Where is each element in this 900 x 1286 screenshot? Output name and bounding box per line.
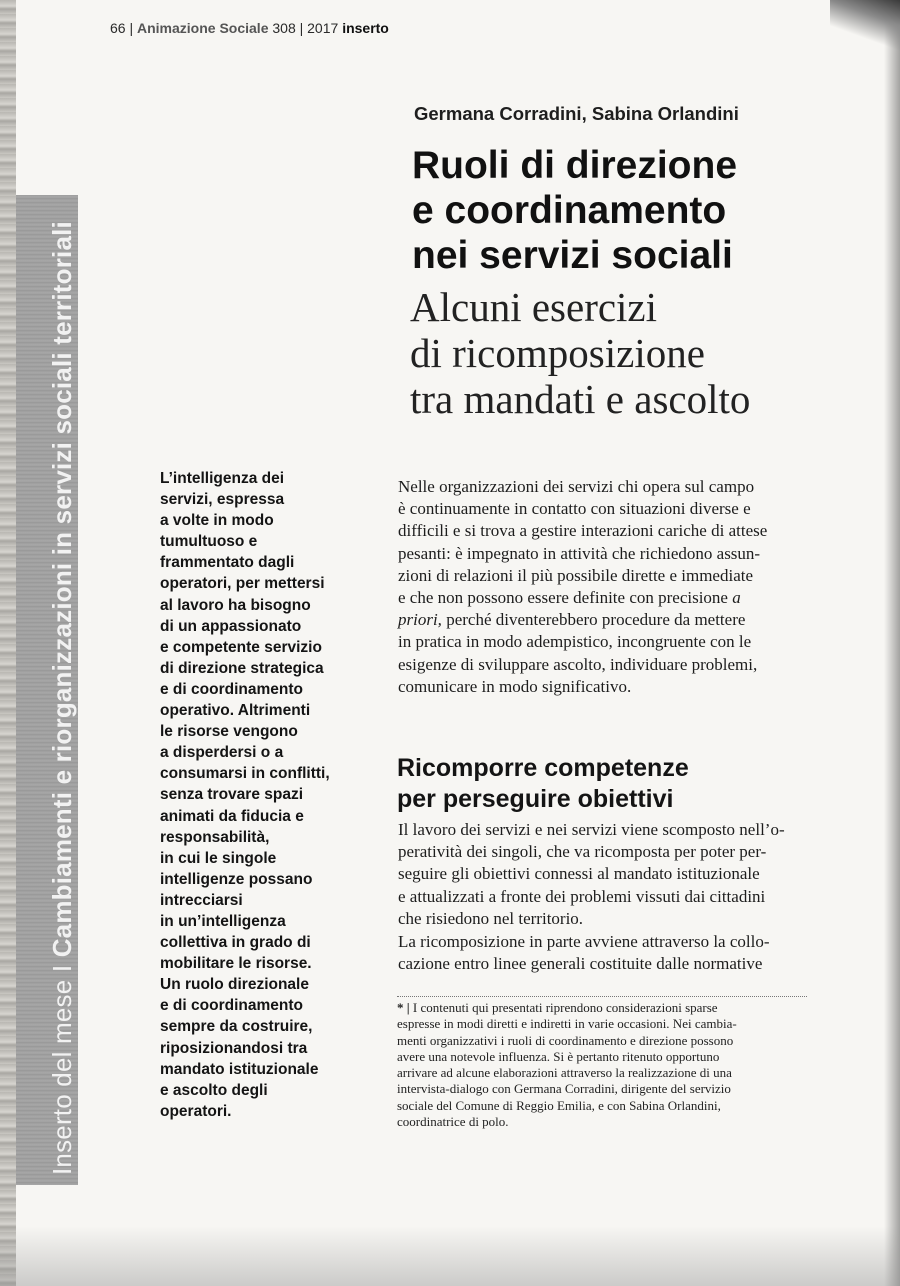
body-line: peratività dei singoli, che va ricomposta per poter per- (398, 842, 767, 862)
body-line: cazione entro linee generali costituite dalle normative (398, 954, 763, 974)
spine-label: Inserto del mese (47, 979, 77, 1175)
abstract-line: collettiva in grado di (160, 934, 311, 952)
footnote-line: coordinatrice di polo. (397, 1114, 509, 1130)
body-line: che risiedono nel territorio. (398, 908, 584, 928)
abstract-line: e di coordinamento (160, 680, 303, 698)
spine-topic: Cambiamenti e riorganizzazioni in servizi sociali territoriali (47, 221, 77, 958)
abstract-line: Un ruolo direzionale (160, 976, 309, 994)
footnote-line: sociale del Comune di Reggio Emilia, e con Sabina Orlandini, (397, 1097, 721, 1113)
abstract-line: tumultuoso e (160, 533, 258, 551)
article-subtitle (410, 284, 850, 422)
abstract-line: responsabilità, (160, 828, 270, 846)
body-line: e attualizzati a fronte dei problemi vissuti dai cittadini (398, 886, 766, 906)
abstract-line: di un appassionato (160, 617, 302, 635)
subtitle-line: di ricomposizione (410, 330, 705, 376)
body-line (398, 609, 823, 631)
article-authors: Germana Corradini, Sabina Orlandini (414, 103, 739, 124)
section-heading-line: Ricomporre competenze (397, 754, 689, 782)
page-corner-shadow (830, 0, 900, 60)
article-title (412, 143, 852, 278)
page-bottom-shadow (0, 1226, 900, 1286)
abstract-line: operatori. (160, 1102, 232, 1120)
title-line: e coordinamento (412, 189, 727, 232)
title-line: nei servizi sociali (412, 234, 733, 277)
abstract-line: in cui le singole (160, 849, 277, 867)
body-text: perché diventerebbero procedure da mettere (441, 610, 746, 630)
body-line (398, 587, 823, 609)
abstract-line: di direzione strategica (160, 659, 324, 677)
abstract-line: operativo. Altrimenti (160, 702, 311, 720)
abstract-line: animati da fiducia e (160, 807, 304, 825)
abstract-line: riposizionandosi tra (160, 1039, 308, 1057)
section-heading (397, 753, 827, 815)
abstract-sidebar (160, 468, 385, 1122)
footnote-line (397, 1000, 817, 1016)
page-number: 66 (110, 20, 126, 36)
abstract-line: L’intelligenza dei (160, 470, 285, 487)
abstract-line: mandato istituzionale (160, 1060, 319, 1078)
spine-separator: I (47, 957, 77, 980)
abstract-line: intrecciarsi (160, 891, 243, 909)
footnote (397, 1000, 817, 1130)
abstract-line: operatori, per mettersi (160, 575, 325, 593)
abstract-line: frammentato dagli (160, 554, 295, 572)
footnote-mark: * | (397, 1000, 413, 1015)
abstract-line: a disperdersi o a (160, 744, 284, 762)
abstract-line: senza trovare spazi (160, 786, 304, 804)
abstract-line: in un’intelligenza (160, 912, 286, 930)
body-line: esigenze di sviluppare ascolto, individuare problemi, (398, 654, 758, 674)
body-line: zioni di relazioni il più possibile dirette e immediate (398, 565, 754, 585)
body-line: Il lavoro dei servizi e nei servizi viene scomposto nell’o- (398, 820, 785, 839)
body-italic: priori, (398, 610, 442, 630)
issue-info: 308 | 2017 (268, 20, 343, 36)
footnote-line: arrivare ad alcune elaborazioni attraverso la realizzazione di una (397, 1065, 732, 1081)
body-line: in pratica in modo adempistico, incongruente con le (398, 632, 752, 652)
body-line: seguire gli obiettivi connessi al mandato istituzionale (398, 864, 760, 884)
abstract-line: le risorse vengono (160, 723, 298, 741)
subtitle-line: tra mandati e ascolto (410, 376, 751, 422)
page-edge-left (0, 0, 16, 1286)
magazine-name: Animazione Sociale (137, 20, 269, 36)
abstract-line: consumarsi in conflitti, (160, 765, 330, 783)
abstract-line: e competente servizio (160, 638, 322, 656)
abstract-line: sempre da costruire, (160, 1018, 313, 1036)
section-spine-text (47, 221, 78, 1175)
body-paragraph-3 (398, 931, 823, 975)
body-line: La ricomposizione in parte avviene attraverso la collo- (398, 932, 770, 951)
body-line: comunicare in modo significativo. (398, 676, 632, 696)
page-edge-right (884, 0, 900, 1286)
body-italic: a (732, 588, 741, 608)
footnote-line: menti organizzativi i ruoli di coordinamento e direzione possono (397, 1032, 734, 1048)
body-line: Nelle organizzazioni dei servizi chi opera sul campo (398, 477, 755, 496)
running-header (110, 20, 389, 36)
footnote-text: I contenuti qui presentati riprendono considerazioni sparse (412, 1000, 718, 1015)
body-paragraph-2 (398, 819, 823, 930)
abstract-line: intelligenze possano (160, 870, 313, 888)
section-name: inserto (342, 20, 389, 36)
footnote-line: espresse in modi diretti e indiretti in varie occasioni. Nei cambia- (397, 1016, 737, 1032)
footnote-line: avere una notevole influenza. Si è pertanto ritenuto opportuno (397, 1048, 720, 1064)
subtitle-line: Alcuni esercizi (410, 284, 658, 330)
footnote-line: intervista-dialogo con Germana Corradini, dirigente del servizio (397, 1081, 731, 1097)
abstract-line: a volte in modo (160, 512, 274, 530)
abstract-line: al lavoro ha bisogno (160, 596, 311, 614)
abstract-line: e di coordinamento (160, 997, 303, 1015)
abstract-line: e ascolto degli (160, 1081, 268, 1099)
body-text: e che non possono essere definite con precisione (398, 588, 733, 608)
abstract-line: mobilitare le risorse. (160, 955, 312, 973)
footnote-rule (397, 996, 807, 997)
section-heading-line: per perseguire obiettivi (397, 785, 674, 813)
title-line: Ruoli di direzione (412, 144, 738, 187)
body-line: è continuamente in contatto con situazioni diverse e (398, 499, 751, 519)
header-separator: | (125, 20, 137, 36)
abstract-line: servizi, espressa (160, 491, 285, 509)
body-line: difficili e si trova a gestire interazioni cariche di attese (398, 521, 768, 541)
body-line: pesanti: è impegnato in attività che richiedono assun- (398, 543, 761, 563)
body-paragraph-1 (398, 476, 823, 698)
